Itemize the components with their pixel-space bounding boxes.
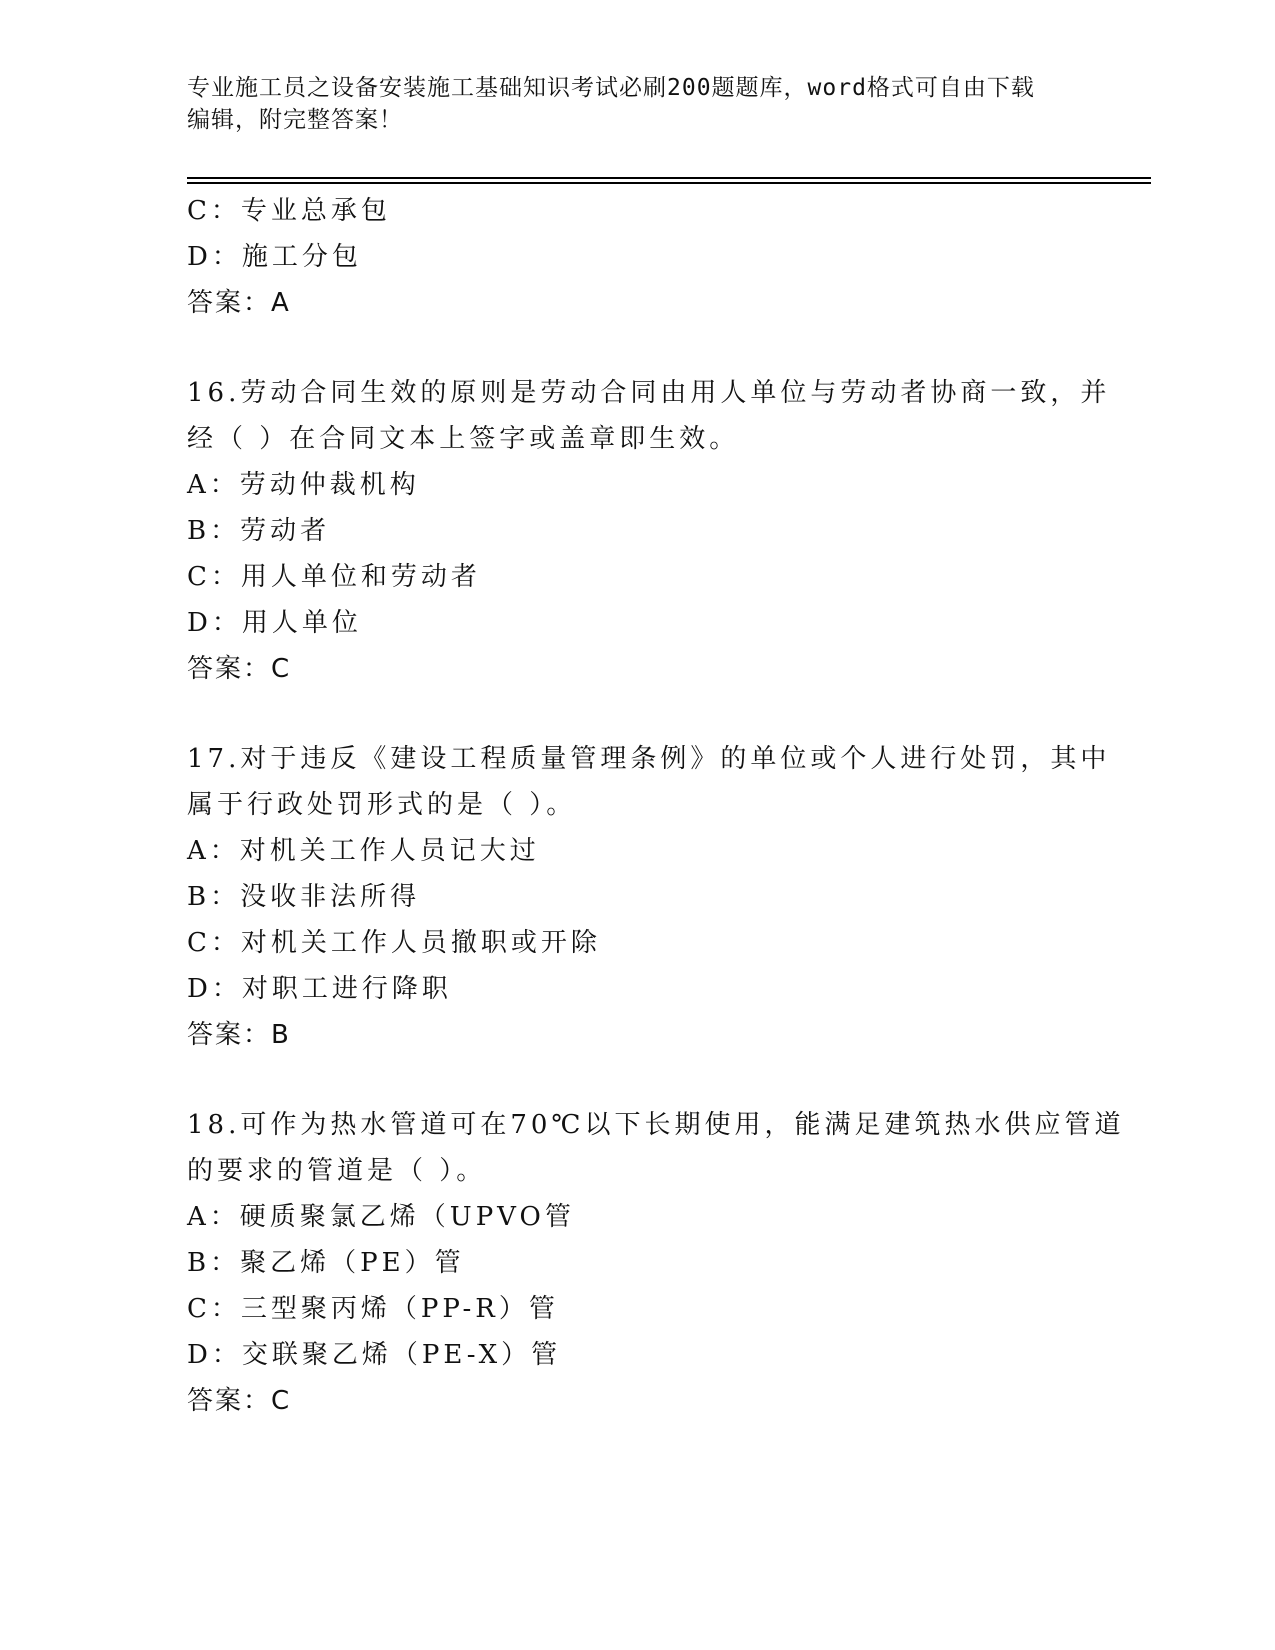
answer: 答案：C <box>187 1386 292 1416</box>
answer: 答案：C <box>187 654 292 684</box>
header-divider-bottom <box>187 182 1151 184</box>
option-a: A：劳动仲裁机构 <box>187 470 420 500</box>
option-c: C：三型聚丙烯（PP-R）管 <box>187 1294 559 1324</box>
question-text: 经（ ）在合同文本上签字或盖章即生效。 <box>187 424 740 454</box>
spacer <box>187 1058 1087 1102</box>
question-text: 的要求的管道是（ ）。 <box>187 1156 487 1186</box>
question-18 <box>187 1102 1125 1424</box>
option-b: B：没收非法所得 <box>187 882 421 912</box>
question-text: 18.可作为热水管道可在70℃以下长期使用，能满足建筑热水供应管道 <box>187 1110 1125 1140</box>
document-header <box>187 72 1067 136</box>
option-b: B：聚乙烯（PE）管 <box>187 1248 465 1278</box>
header-line-2: 编辑，附完整答案！ <box>187 107 403 133</box>
option-c: C：专业总承包 <box>187 196 391 226</box>
option-d: D：施工分包 <box>187 242 362 272</box>
spacer <box>187 692 1087 736</box>
option-d: D：用人单位 <box>187 608 362 638</box>
header-divider-top <box>187 177 1151 179</box>
question-text: 17.对于违反《建设工程质量管理条例》的单位或个人进行处罚，其中 <box>187 744 1111 774</box>
question-16 <box>187 370 1111 692</box>
option-d: D：对职工进行降职 <box>187 974 452 1004</box>
option-b: B：劳动者 <box>187 516 331 546</box>
answer: 答案：A <box>187 288 291 318</box>
option-d: D：交联聚乙烯（PE-X）管 <box>187 1340 562 1370</box>
header-line-1: 专业施工员之设备安装施工基础知识考试必刷200题题库，word格式可自由下载 <box>187 75 1035 101</box>
question-text: 16.劳动合同生效的原则是劳动合同由用人单位与劳动者协商一致，并 <box>187 378 1111 408</box>
option-a: A：对机关工作人员记大过 <box>187 836 540 866</box>
option-c: C：对机关工作人员撤职或开除 <box>187 928 601 958</box>
document-body <box>187 188 1125 1424</box>
option-a: A：硬质聚氯乙烯（UPVO管 <box>187 1202 575 1232</box>
spacer <box>187 326 1087 370</box>
option-c: C：用人单位和劳动者 <box>187 562 481 592</box>
answer: 答案：B <box>187 1020 291 1050</box>
question-17 <box>187 736 1111 1058</box>
question-text: 属于行政处罚形式的是（ ）。 <box>187 790 577 820</box>
question-15-continued <box>187 188 1087 326</box>
